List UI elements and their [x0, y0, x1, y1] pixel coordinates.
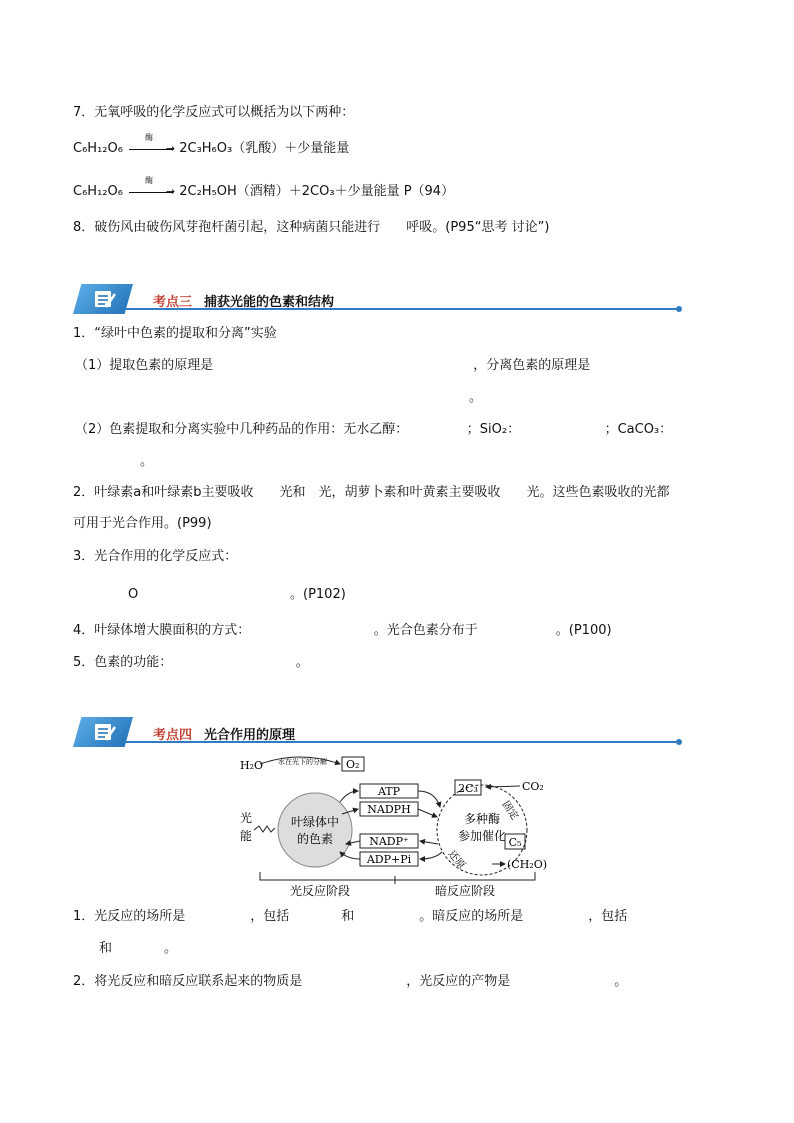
s3-item-1-2-end: 。 [140, 454, 154, 469]
s3-item-3-blank: O [128, 587, 139, 602]
pigment-label-1: 叶绿体中 [290, 815, 340, 829]
dark-stage-label: 暗反应阶段 [434, 884, 496, 898]
co2-label: CO₂ [522, 780, 544, 793]
equation-lactic [73, 132, 350, 158]
water-split-label: 水在光下的分解 [278, 758, 327, 766]
s3-item-3: 3．光合作用的化学反应式： [73, 549, 238, 564]
reduce-label: 还原 [445, 848, 467, 872]
q8: 8．破伤风由破伤风芽孢杆菌引起，这种病菌只能进行 呼吸。(P95“思考 讨论”) [73, 220, 550, 235]
enzyme-label-2: 参加催化 [457, 829, 507, 843]
h2o-label: H₂O [240, 759, 264, 772]
atp-label: ATP [377, 785, 401, 798]
s4-item-1: 1．光反应的场所是 ，包括 和 。暗反应的场所是 ，包括 [73, 909, 628, 924]
pigment-label-2: 的色素 [296, 832, 334, 846]
photosynthesis-diagram [230, 752, 560, 898]
light-label-2: 能 [240, 829, 253, 843]
section3-header [73, 284, 680, 314]
s3-item-5: 5．色素的功能： 。 [73, 655, 309, 670]
reaction-arrow: → 酶 [129, 142, 173, 156]
s3-item-1-1: （1）提取色素的原理是 ，分离色素的原理是 [75, 358, 591, 373]
products-alcohol: 2C₂H₅OH（酒精）＋2CO₃＋少量能量 P（94） [179, 184, 455, 199]
c5-label: C₅ [508, 836, 522, 849]
s3-item-1-2: （2）色素提取和分离实验中几种药品的作用：无水乙醇： ；SiO₂： ；CaCO₃： [75, 422, 673, 437]
s3-item-1-1-end: 。 [469, 390, 483, 405]
s3-item-1: 1．“绿叶中色素的提取和分离”实验 [73, 326, 277, 341]
section-number: 考点三 [153, 295, 193, 310]
enzyme-label-1: 多种酶 [463, 812, 501, 826]
s4-item-2: 2．将光反应和暗反应联系起来的物质是 ，光反应的产物是 。 [73, 974, 628, 989]
s4-item-1-cont: 和 。 [99, 941, 178, 956]
s3-item-2-cont: 可用于光合作用。(P99) [73, 516, 212, 531]
adp-label: ADP+Pi [366, 853, 412, 866]
q7-title: 7．无氧呼吸的化学反应式可以概括为以下两种： [73, 105, 355, 120]
section-title: 捕获光能的色素和结构 [204, 295, 335, 310]
reactant: C₆H₁₂O₆ [73, 141, 123, 156]
reaction-arrow: → 酶 [129, 185, 173, 199]
ch2o-label: (CH₂O) [507, 858, 548, 871]
light-label-1: 光 [240, 811, 253, 825]
s3-item-3-ref: 。(P102) [290, 587, 346, 602]
section-title: 光合作用的原理 [204, 728, 296, 743]
s3-item-4: 4．叶绿体增大膜面积的方式： 。光合色素分布于 。(P100) [73, 623, 612, 638]
equation-alcohol [73, 175, 455, 201]
section4-header [73, 717, 680, 747]
s3-item-2: 2．叶绿素a和叶绿素b主要吸收 光和 光，胡萝卜素和叶黄素主要吸收 光。这些色素吸收的光都 [73, 485, 670, 500]
light-stage-label: 光反应阶段 [289, 884, 351, 898]
section-number: 考点四 [153, 728, 193, 743]
reactant: C₆H₁₂O₆ [73, 184, 123, 199]
nadph-label: NADPH [367, 803, 411, 816]
c3-label: 2C₃ [458, 782, 478, 795]
nadp-label: NADP⁺ [369, 835, 409, 848]
o2-label: O₂ [346, 758, 360, 771]
fix-label: 固定 [499, 799, 521, 823]
products-lactic: 2C₃H₆O₃（乳酸）＋少量能量 [179, 141, 350, 156]
